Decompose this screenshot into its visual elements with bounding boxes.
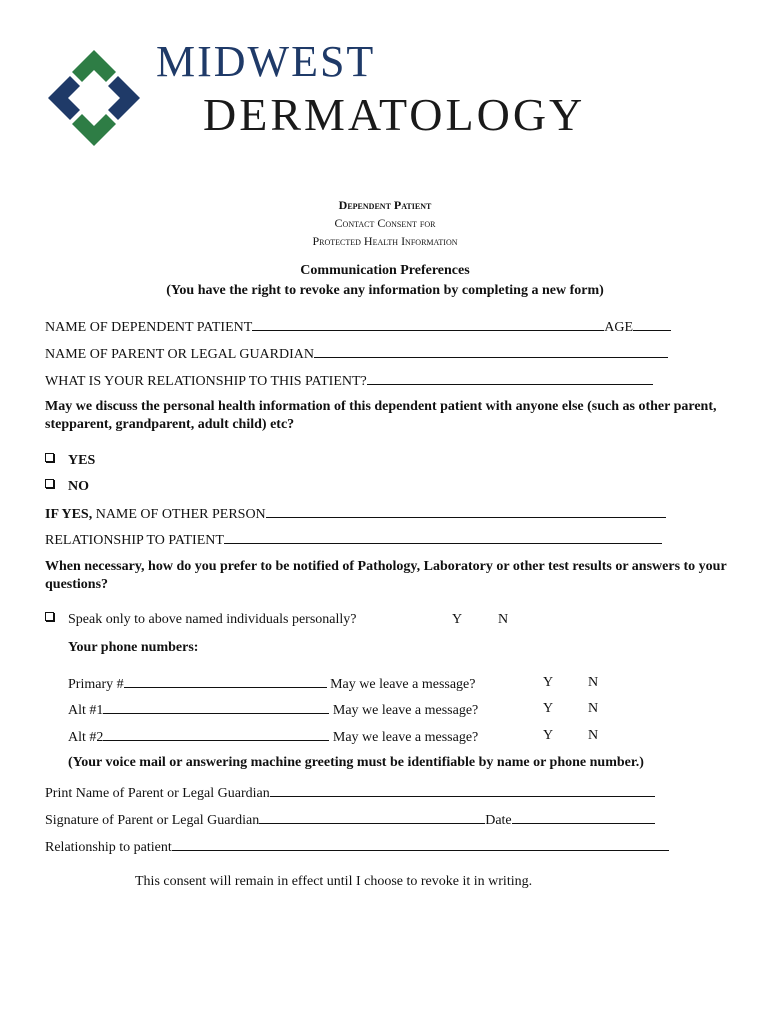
print-name-field[interactable] — [270, 784, 655, 797]
phone-row — [68, 701, 478, 719]
print-name-row — [45, 784, 655, 802]
alt1-phone-field[interactable] — [103, 701, 329, 714]
alt1-n[interactable]: N — [588, 701, 599, 716]
relationship-patient-row — [45, 838, 669, 856]
leave-message-label: May we leave a message? — [332, 730, 479, 745]
age-field[interactable] — [633, 318, 671, 331]
relationship-row — [45, 372, 653, 390]
print-name-label: Print Name of Parent or Legal Guardian — [45, 786, 270, 801]
section-subheading: (You have the right to revoke any information by completing a new form) — [166, 283, 604, 298]
no-label: NO — [68, 479, 89, 494]
relationship-patient-label: Relationship to patient — [45, 840, 172, 855]
guardian-name-row — [45, 345, 668, 363]
relationship-label: WHAT IS YOUR RELATIONSHIP TO THIS PATIENT? — [45, 374, 367, 389]
phones-heading: Your phone numbers: — [68, 640, 199, 655]
other-person-label: NAME OF OTHER PERSON — [95, 507, 266, 522]
relationship-to-patient-field[interactable] — [224, 531, 662, 544]
alt2-phone-field[interactable] — [103, 728, 329, 741]
no-checkbox[interactable] — [45, 479, 54, 488]
speak-only-label: Speak only to above named individuals personally? — [68, 612, 357, 627]
section-heading: Communication Preferences — [300, 263, 470, 278]
brand-line-1: MIDWEST — [156, 37, 376, 86]
yes-checkbox[interactable] — [45, 453, 54, 462]
alt2-y[interactable]: Y — [543, 728, 554, 743]
relationship-patient-field[interactable] — [172, 838, 669, 851]
speak-only-row — [45, 612, 357, 628]
signature-label: Signature of Parent or Legal Guardian — [45, 813, 260, 828]
date-label: Date — [485, 813, 512, 828]
voicemail-note: (Your voice mail or answering machine greeting must be identifiable by name or phone number.) — [68, 755, 644, 770]
dependent-name-field[interactable] — [252, 318, 604, 331]
phone-label: Primary # — [68, 677, 124, 692]
form-subtitle-1: Contact Consent for — [334, 216, 436, 230]
if-yes-label: IF YES, — [45, 507, 93, 522]
signature-field[interactable] — [259, 811, 485, 824]
option-yes[interactable] — [45, 453, 95, 469]
question-discuss: May we discuss the personal health information of this dependent patient with anyone else (such as other parent, stepparent, grandparent, adult child) etc? — [45, 399, 717, 432]
guardian-name-field[interactable] — [314, 345, 668, 358]
relationship-to-patient-row — [45, 531, 662, 549]
phone-row — [68, 728, 478, 746]
primary-phone-field[interactable] — [124, 675, 327, 688]
age-label: AGE — [604, 320, 634, 335]
signature-row — [45, 811, 655, 829]
brand-line-2: DERMATOLOGY — [203, 89, 586, 140]
primary-y[interactable]: Y — [543, 675, 554, 690]
form-title: Dependent Patient — [338, 198, 432, 212]
phone-label: Alt #2 — [68, 730, 104, 745]
date-field[interactable] — [512, 811, 655, 824]
alt1-y[interactable]: Y — [543, 701, 554, 716]
speak-only-n[interactable]: N — [498, 612, 509, 627]
speak-only-y[interactable]: Y — [452, 612, 463, 627]
other-person-row — [45, 505, 666, 523]
other-person-field[interactable] — [266, 505, 666, 518]
leave-message-label: May we leave a message? — [330, 677, 476, 692]
consent-footer: This consent will remain in effect until I choose to revoke it in writing. — [135, 874, 533, 889]
relationship-field[interactable] — [367, 372, 653, 385]
speak-only-checkbox[interactable] — [45, 612, 54, 621]
question-notify: When necessary, how do you prefer to be notified of Pathology, Laboratory or other test results or answers to your questions? — [45, 559, 727, 592]
option-no[interactable] — [45, 479, 89, 495]
dependent-name-row — [45, 318, 671, 336]
guardian-name-label: NAME OF PARENT OR LEGAL GUARDIAN — [45, 347, 314, 362]
yes-label: YES — [68, 453, 96, 468]
form-subtitle-2: Protected Health Information — [312, 234, 458, 248]
relationship-to-patient-label: RELATIONSHIP TO PATIENT — [45, 533, 224, 548]
leave-message-label: May we leave a message? — [332, 703, 479, 718]
dependent-name-label: NAME OF DEPENDENT PATIENT — [45, 320, 253, 335]
phone-row — [68, 675, 475, 693]
primary-n[interactable]: N — [588, 675, 599, 690]
alt2-n[interactable]: N — [588, 728, 599, 743]
logo-mark — [44, 46, 144, 150]
phone-label: Alt #1 — [68, 703, 104, 718]
